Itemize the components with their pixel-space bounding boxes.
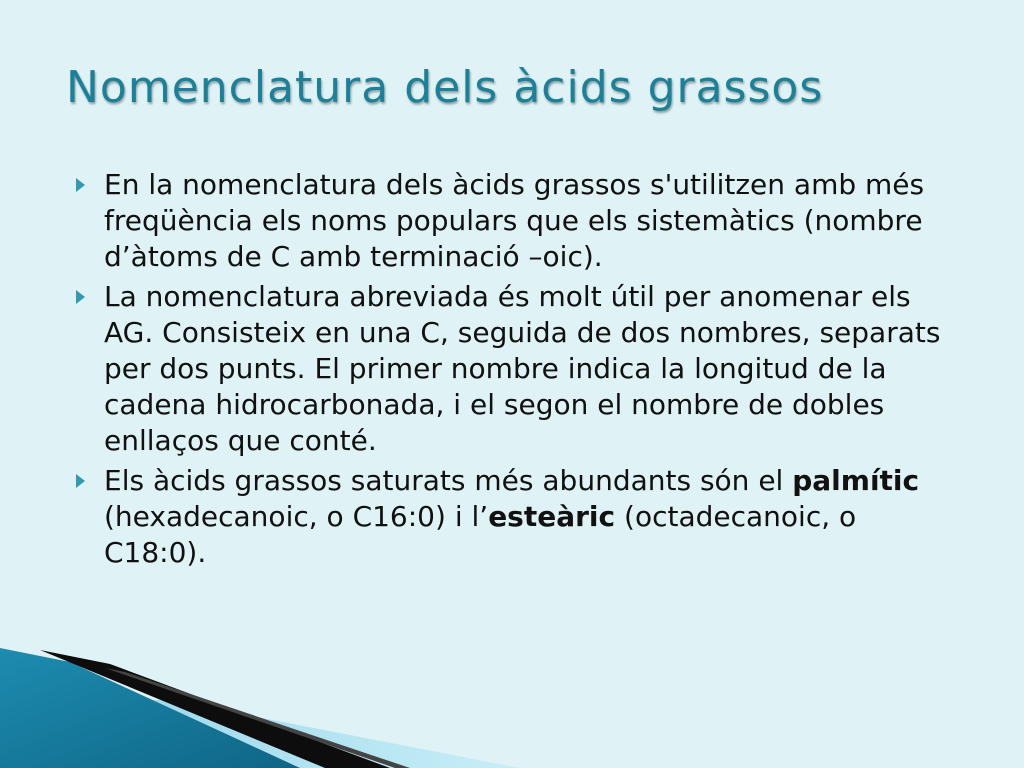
blue-wave-shape xyxy=(0,648,300,768)
bullet-text: La nomenclatura abreviada és molt útil per anomenar els AG. Consisteix en una C, seguida de dos nombres, separats per dos punts. El primer nombre indica la longitud de la cadena hidrocarbonada, i el segon el nombre de dobles enllaços que conté. xyxy=(104,280,941,457)
bullet-text: En la nomenclatura dels àcids grassos s'utilitzen amb més freqüència els noms populars que els sistemàtics (nombre d’àtoms de C amb terminació –oic). xyxy=(104,168,925,273)
term-stearic: esteàric xyxy=(488,500,616,533)
bullet-text-part: (hexadecanoic, o C16:0) i l’ xyxy=(104,500,489,533)
bullet-text-part: Els àcids grassos saturats més abundants són el xyxy=(104,464,793,497)
slide-title: Nomenclatura dels àcids grassos xyxy=(66,62,824,113)
bullet-text-part: (octadecanoic, o C18:0). xyxy=(104,500,857,569)
term-palmitic: palmític xyxy=(792,464,920,497)
